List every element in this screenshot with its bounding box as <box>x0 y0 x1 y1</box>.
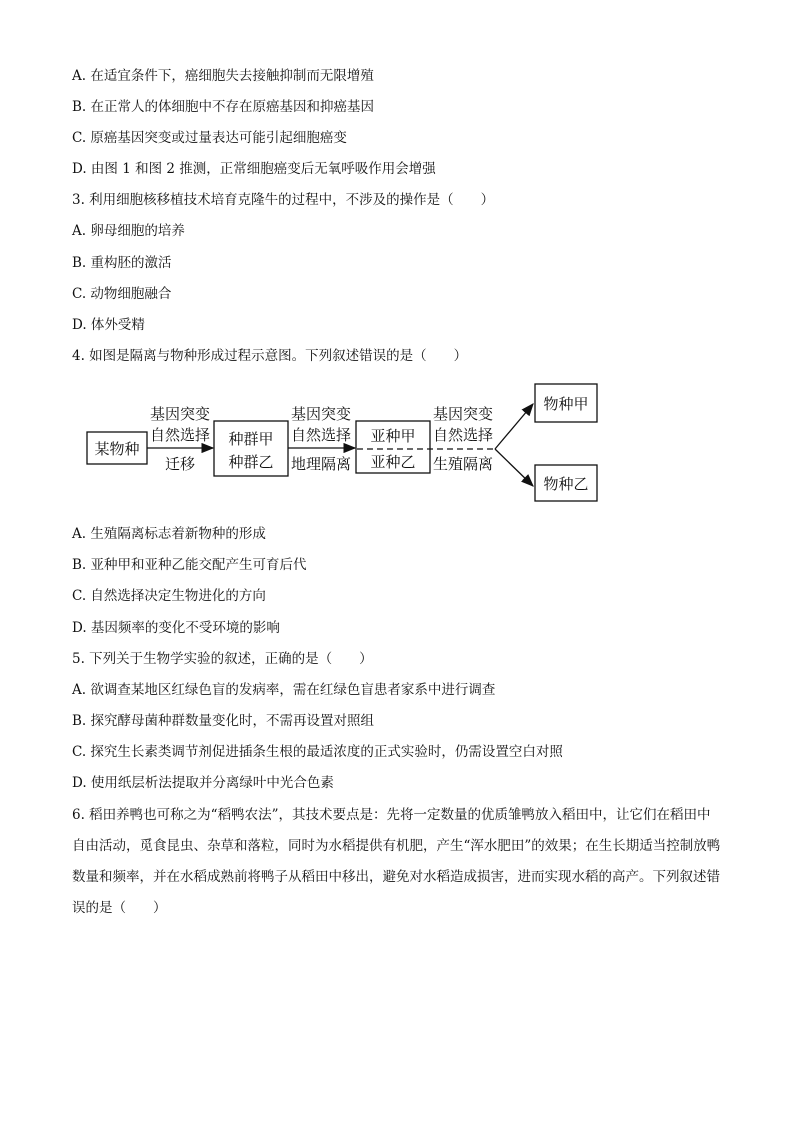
q3-stem: 3. 利用细胞核移植技术培育克隆牛的过程中，不涉及的操作是（ ） <box>72 192 495 208</box>
q4-option-d: D. 基因频率的变化不受环境的影响 <box>72 620 280 636</box>
arrow-1-selection-label: 自然选择 <box>149 426 211 444</box>
arrow-3-selection-label: 自然选择 <box>432 426 494 444</box>
arrow-2-selection-label: 自然选择 <box>290 426 352 444</box>
q2-option-d: D. 由图 1 和图 2 推测，正常细胞癌变后无氧呼吸作用会增强 <box>72 161 436 177</box>
q4-stem: 4. 如图是隔离与物种形成过程示意图。下列叙述错误的是（ ） <box>72 348 468 364</box>
species-b-label: 物种乙 <box>543 475 589 493</box>
population-b-label: 种群乙 <box>228 453 274 471</box>
q2-option-a: A. 在适宜条件下，癌细胞失去接触抑制而无限增殖 <box>72 68 374 84</box>
speciation-diagram <box>0 378 794 518</box>
q3-option-b: B. 重构胚的激活 <box>72 255 172 271</box>
q5-option-b: B. 探究酵母菌种群数量变化时，不需再设置对照组 <box>72 713 375 729</box>
species-a-label: 物种甲 <box>543 395 589 413</box>
q4-option-a: A. 生殖隔离标志着新物种的形成 <box>72 526 266 542</box>
q3-option-c: C. 动物细胞融合 <box>72 286 172 302</box>
q4-option-b: B. 亚种甲和亚种乙能交配产生可育后代 <box>72 557 307 573</box>
arrow-3-mutation-label: 基因突变 <box>432 405 494 423</box>
arrow-to-species-b <box>495 449 533 486</box>
q2-option-b: B. 在正常人的体细胞中不存在原癌基因和抑癌基因 <box>72 99 375 115</box>
reproductive-isolation-label: 生殖隔离 <box>432 455 494 473</box>
geographic-isolation-label: 地理隔离 <box>290 455 352 473</box>
q2-option-c: C. 原癌基因突变或过量表达可能引起细胞癌变 <box>72 130 347 146</box>
q3-option-a: A. 卵母细胞的培养 <box>72 223 185 239</box>
subspecies-b-label: 亚种乙 <box>370 453 416 471</box>
q5-option-c: C. 探究生长素类调节剂促进插条生根的最适浓度的正式实验时，仍需设置空白对照 <box>72 744 563 760</box>
origin-species-label: 某物种 <box>94 440 140 458</box>
q4-option-c: C. 自然选择决定生物进化的方向 <box>72 588 266 604</box>
q5-option-a: A. 欲调查某地区红绿色盲的发病率，需在红绿色盲患者家系中进行调查 <box>72 682 496 698</box>
arrow-2-mutation-label: 基因突变 <box>290 405 352 423</box>
arrow-1-migration-label: 迁移 <box>164 455 196 473</box>
q5-stem: 5. 下列关于生物学实验的叙述，正确的是（ ） <box>72 651 373 667</box>
q6-stem: 6. 稻田养鸭也可称之为“稻鸭农法”，其技术要点是：先将一定数量的优质雏鸭放入稻田中，让它们在稻田中自由活动，觅食昆虫、杂草和落粒，同时为水稻提供有机肥，产生“浑水肥田”的效果；在生长期适当控制放鸭数量和频率，并在水稻成熟前将鸭子从稻田中移出，避免对水稻造成损害，进而实现水稻的高产。下列叙述错误的是（ ） <box>72 807 721 916</box>
arrow-to-species-a <box>495 404 533 449</box>
population-a-label: 种群甲 <box>228 430 274 448</box>
q5-option-d: D. 使用纸层析法提取并分离绿叶中光合色素 <box>72 775 334 791</box>
q3-option-d: D. 体外受精 <box>72 317 145 333</box>
arrow-1-mutation-label: 基因突变 <box>149 405 211 423</box>
subspecies-a-label: 亚种甲 <box>370 427 416 445</box>
